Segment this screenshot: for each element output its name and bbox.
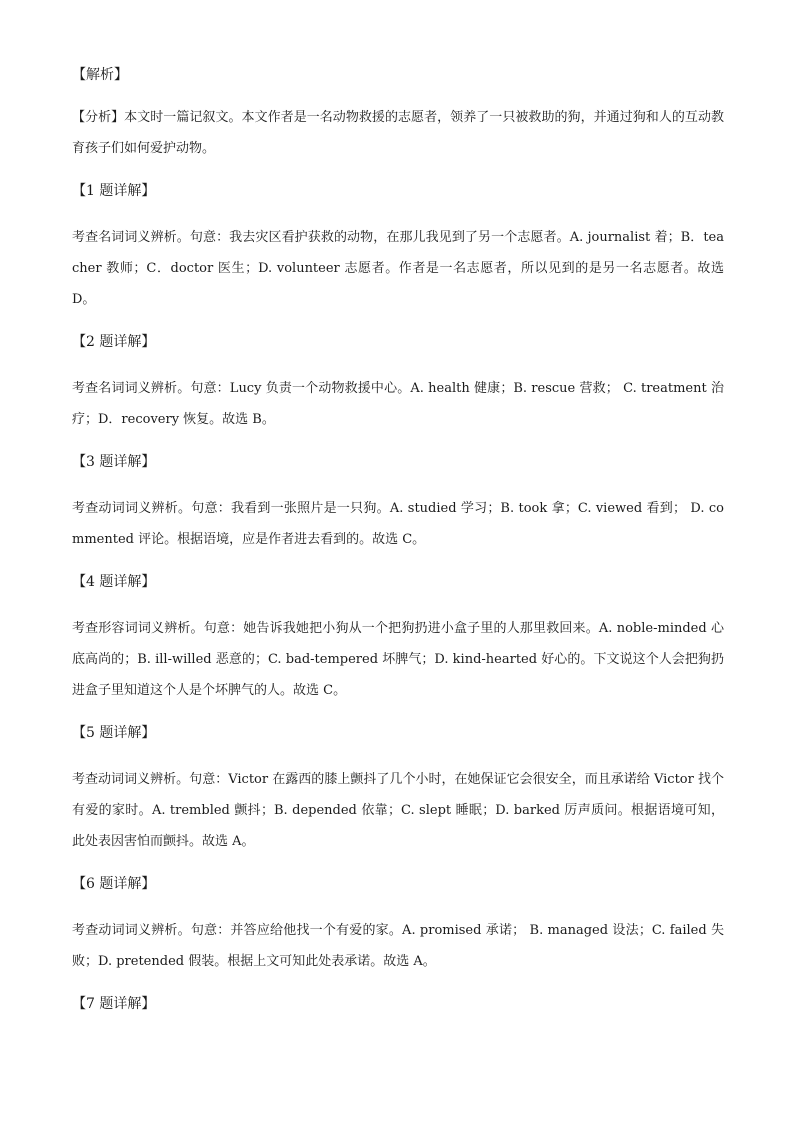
question-2-title: 【2 题详解】 (72, 334, 156, 350)
question-6-explanation: 考查动词词义辨析。句意：并答应给他找一个有爱的家。A. promised 承诺； B. managed 设法；C. failed 失败；D. pretended 假装。根据上文可知此处表承诺。故选 A。 (72, 923, 724, 969)
question-1-title: 【1 题详解】 (72, 183, 156, 199)
analysis-paragraph: 【分析】本文时一篇记叙文。本文作者是一名动物救援的志愿者，领养了一只被救助的狗，并通过狗和人的互动教育孩子们如何爱护动物。 (72, 110, 724, 156)
question-3-explanation: 考查动词词义辨析。句意：我看到一张照片是一只狗。A. studied 学习；B. took 拿；C. viewed 看到； D. commented 评论。根据语境，应是作者进去看到的。故选 C。 (72, 501, 724, 547)
question-3-title: 【3 题详解】 (72, 454, 156, 470)
question-2-explanation: 考查名词词义辨析。句意：Lucy 负责一个动物救援中心。A. health 健康；B. rescue 营救； C. treatment 治疗；D．recovery 恢复。故选 B。 (72, 381, 724, 427)
document-page (72, 62, 724, 1035)
section-header: 【解析】 (72, 67, 128, 83)
question-6-title: 【6 题详解】 (72, 876, 156, 892)
question-7-title: 【7 题详解】 (72, 996, 156, 1012)
question-1-explanation: 考查名词词义辨析。句意：我去灾区看护获救的动物，在那儿我见到了另一个志愿者。A. journalist 着；B．teacher 教师；C．doctor 医生；D. volunteer 志愿者。作者是一名志愿者，所以见到的是另一名志愿者。故选 D。 (72, 230, 724, 307)
question-5-explanation: 考查动词词义辨析。句意：Victor 在露西的膝上颤抖了几个小时，在她保证它会很安全，而且承诺给 Victor 找个有爱的家时。A. trembled 颤抖；B. depended 依靠；C. slept 睡眠；D. barked 厉声质问。根据语境可知，此处表因害怕而颤抖。故选 A。 (72, 772, 724, 849)
question-5-title: 【5 题详解】 (72, 725, 156, 741)
question-4-title: 【4 题详解】 (72, 574, 156, 590)
question-4-explanation: 考查形容词词义辨析。句意：她告诉我她把小狗从一个把狗扔进小盒子里的人那里救回来。A. noble-minded 心底高尚的；B. ill-willed 恶意的；C. bad-tempered 坏脾气；D. kind-hearted 好心的。下文说这个人会把狗扔进盒子里知道这个人是个坏脾气的人。故选 C。 (72, 621, 724, 698)
